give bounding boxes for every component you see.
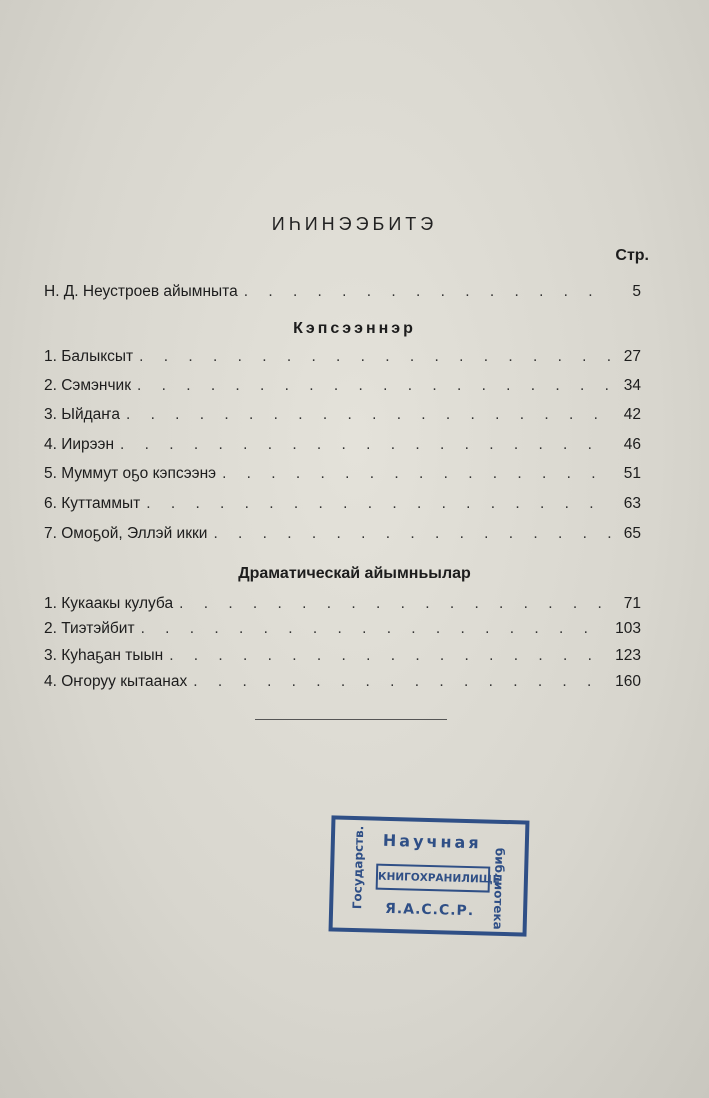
toc-label: 2. Сэмэнчик [44, 377, 131, 394]
toc-label: 3. Куһаҕан тыын [44, 647, 164, 664]
toc-page: 160 [615, 673, 641, 690]
toc-entry [44, 620, 641, 642]
toc-page: 5 [632, 283, 641, 300]
stamp-top-text: Научная [382, 830, 482, 853]
dot-leader [169, 647, 609, 665]
toc-label: 1. Кукаакы кулуба [44, 595, 174, 612]
toc-entry [44, 595, 641, 617]
toc-entry [44, 406, 641, 428]
section-heading: Драматическай айымньылар [238, 565, 471, 582]
toc-label: 4. Оҥоруу кытаанах [44, 673, 188, 690]
library-stamp [329, 815, 530, 936]
dot-leader [244, 283, 613, 301]
toc-entry [44, 283, 641, 305]
dot-leader [141, 620, 610, 638]
toc-entry [44, 495, 641, 517]
toc-label: 1. Балыксыт [44, 348, 134, 365]
toc-page: 123 [615, 647, 641, 664]
toc-page: 51 [623, 465, 641, 482]
dot-leader [126, 406, 613, 424]
toc-label: 4. Иирээн [44, 436, 115, 453]
toc-entry [44, 465, 641, 487]
toc-page: 71 [623, 595, 641, 612]
toc-entry [44, 525, 641, 547]
toc-page: 42 [623, 406, 641, 423]
toc-entry [44, 436, 641, 458]
stamp-bottom-text: Я.А.С.С.Р. [384, 900, 475, 920]
toc-page: 63 [623, 495, 641, 512]
toc-page: 34 [623, 377, 641, 394]
dot-leader [146, 495, 613, 513]
toc-page: 27 [623, 348, 641, 365]
toc-entry [44, 673, 641, 695]
section-heading: Кэпсээннэр [293, 320, 416, 337]
dot-leader [139, 348, 613, 366]
toc-label: 5. Муммут оҕо кэпсээнэ [44, 465, 217, 482]
toc-label: 3. Ыйдаҥа [44, 406, 120, 423]
page-title: ИҺИНЭЭБИТЭ [271, 214, 438, 234]
dot-leader [193, 673, 609, 691]
divider-line [255, 719, 447, 720]
toc-page: 103 [615, 620, 641, 637]
toc-page: 65 [623, 525, 641, 542]
dot-leader [179, 595, 613, 613]
toc-label: 2. Тиэтэйбит [44, 620, 135, 637]
toc-entry [44, 377, 641, 399]
toc-label: Н. Д. Неустроев айымныта [44, 283, 238, 300]
stamp-middle-text: КНИГОХРАНИЛИЩЕ [376, 864, 491, 893]
toc-page: 46 [623, 436, 641, 453]
toc-entry [44, 647, 641, 669]
toc-label: 6. Куттаммыт [44, 495, 141, 512]
page-column-header: Стр. [615, 247, 649, 264]
dot-leader [213, 525, 613, 543]
dot-leader [120, 436, 613, 454]
stamp-right-text: библиотека [490, 847, 507, 930]
toc-label: 7. Омоҕой, Эллэй икки [44, 525, 208, 542]
dot-leader [137, 377, 613, 395]
toc-entry [44, 348, 641, 370]
dot-leader [222, 465, 613, 483]
stamp-left-text: Государств. [350, 825, 367, 910]
